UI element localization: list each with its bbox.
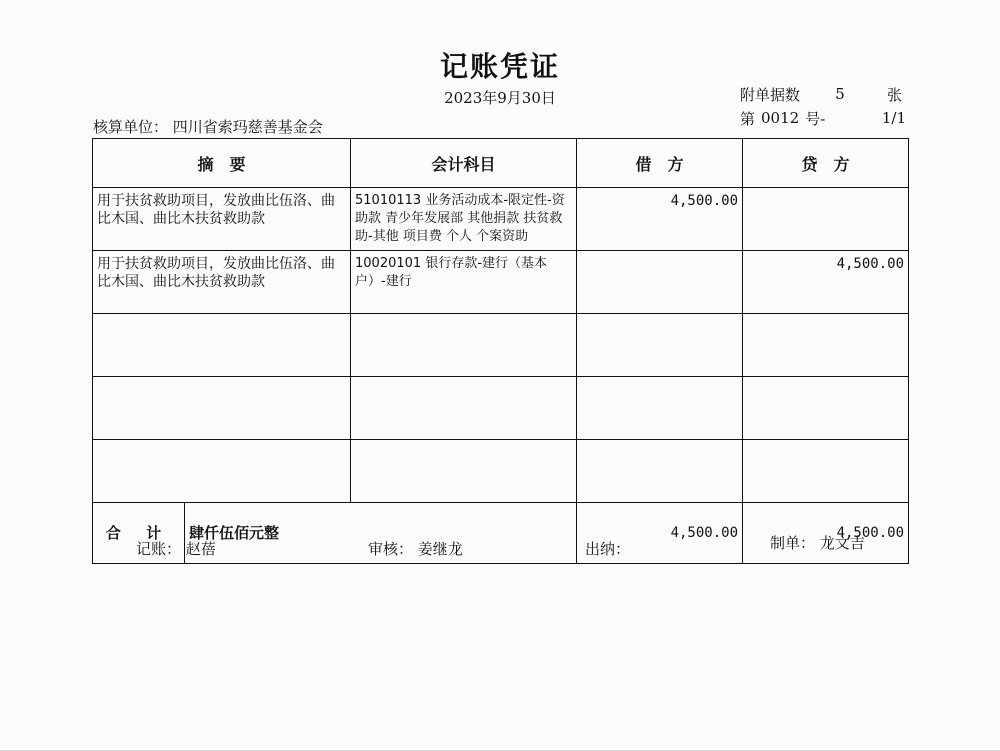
- account-cell: 10020101 银行存款-建行（基本户）-建行: [351, 251, 577, 314]
- total-debit: 4,500.00: [577, 503, 743, 564]
- account-cell: [351, 377, 577, 440]
- total-label: 合 计: [93, 503, 185, 564]
- voucher-title: 记账凭证: [439, 50, 560, 83]
- preparer-name: 龙文吉: [819, 534, 865, 552]
- column-header-summary: 摘 要: [93, 139, 351, 188]
- debit-cell: [577, 314, 743, 377]
- accounting-unit: [93, 116, 323, 137]
- table-row: [93, 188, 909, 251]
- unit-label: 核算单位：: [93, 118, 169, 136]
- bookkeeper-signature: [136, 538, 216, 559]
- voucher-suffix: 号-: [805, 109, 826, 128]
- column-header-account: 会计科目: [351, 139, 577, 188]
- table-row: [93, 377, 909, 440]
- cashier-signature: [585, 538, 630, 559]
- voucher-number-row: [740, 106, 910, 130]
- total-amount-in-words: 肆仟伍佰元整: [185, 503, 577, 564]
- voucher-prefix: 第: [740, 109, 756, 128]
- credit-cell: 4,500.00: [743, 251, 909, 314]
- reviewer-signature: [368, 538, 463, 559]
- bookkeeper-name: 赵蓓: [185, 540, 216, 558]
- reviewer-name: 姜继龙: [417, 540, 463, 558]
- table-header-row: [93, 139, 909, 188]
- voucher-table: [92, 138, 909, 564]
- reviewer-label: 审核：: [368, 540, 414, 558]
- debit-cell: [577, 377, 743, 440]
- column-header-debit: 借 方: [577, 139, 743, 188]
- summary-cell: [93, 440, 351, 503]
- attachment-info: [740, 82, 910, 130]
- page-indicator: 1/1: [881, 109, 906, 127]
- credit-cell: [743, 440, 909, 503]
- preparer-label: 制单：: [770, 534, 816, 552]
- debit-cell: [577, 251, 743, 314]
- table-row: [93, 440, 909, 503]
- credit-cell: [743, 188, 909, 251]
- account-cell: 51010113 业务活动成本-限定性-资助款 青少年发展部 其他捐款 扶贫救助-其他 项目费 个人 个案资助: [351, 188, 577, 251]
- summary-cell: 用于扶贫救助项目，发放曲比伍洛、曲比木国、曲比木扶贫救助款: [93, 188, 351, 251]
- debit-cell: [577, 440, 743, 503]
- attachment-label: 附单据数: [740, 85, 801, 104]
- debit-cell: 4,500.00: [577, 188, 743, 251]
- cashier-label: 出纳：: [585, 540, 631, 558]
- column-header-credit: 贷 方: [743, 139, 909, 188]
- bookkeeper-label: 记账：: [136, 540, 182, 558]
- table-row: [93, 251, 909, 314]
- unit-name: 四川省索玛慈善基金会: [172, 118, 323, 136]
- account-cell: [351, 314, 577, 377]
- preparer-signature: [770, 532, 865, 553]
- table-row: [93, 314, 909, 377]
- summary-cell: [93, 377, 351, 440]
- summary-cell: 用于扶贫救助项目，发放曲比伍洛、曲比木国、曲比木扶贫救助款: [93, 251, 351, 314]
- attachment-count: 5: [835, 85, 845, 103]
- credit-cell: [743, 377, 909, 440]
- attachment-unit: 张: [886, 85, 902, 104]
- summary-cell: [93, 314, 351, 377]
- voucher-date: 2023年9月30日: [444, 89, 556, 107]
- account-cell: [351, 440, 577, 503]
- total-credit: 4,500.00: [743, 503, 909, 564]
- voucher-number: 0012: [761, 109, 800, 127]
- credit-cell: [743, 314, 909, 377]
